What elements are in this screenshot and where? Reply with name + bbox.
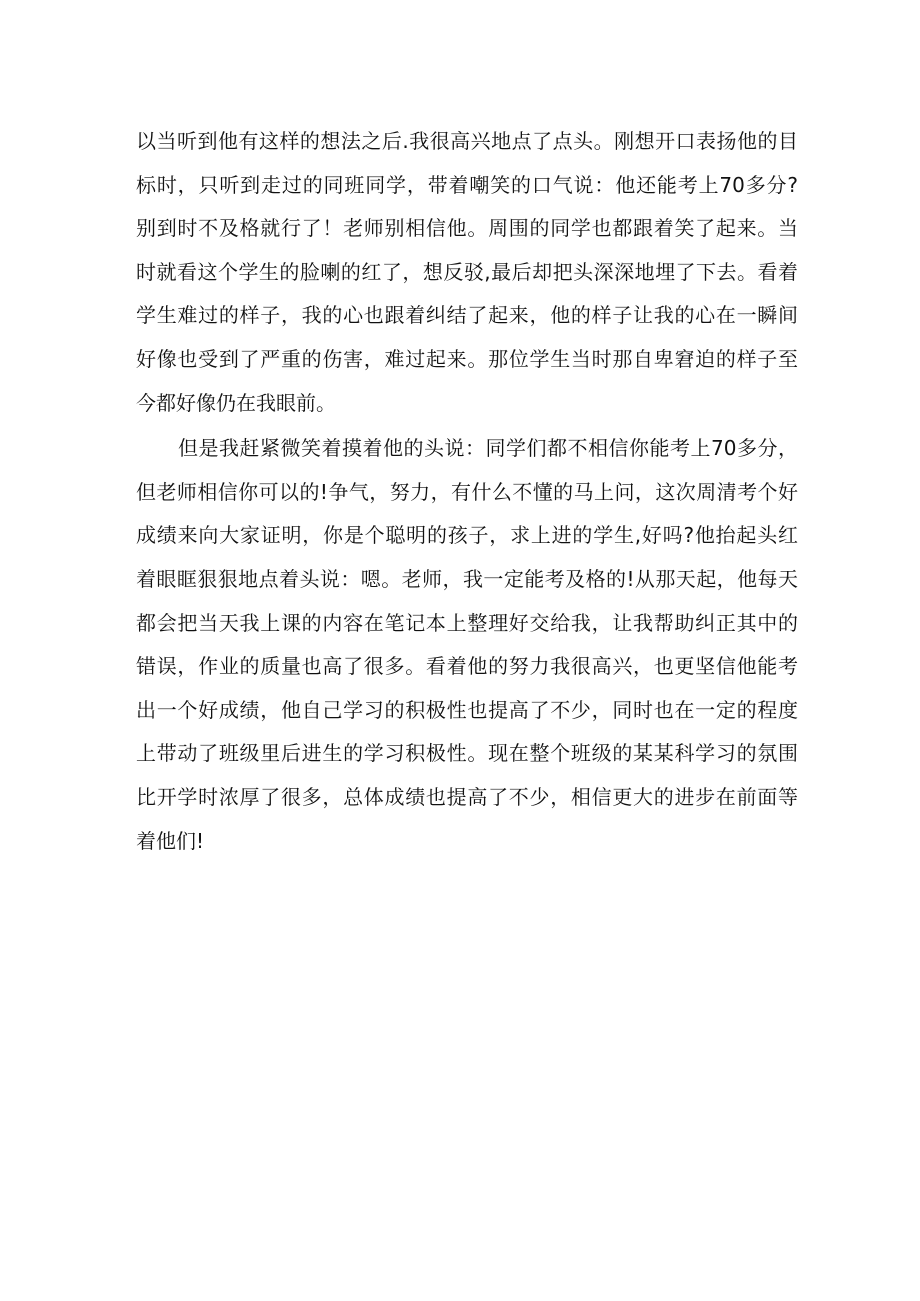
paragraph-line: 但是我赶紧微笑着摸着他的头说：同学们都不相信你能考上70多分，: [178, 436, 798, 461]
paragraph-line: 成绩来向大家证明，你是个聪明的孩子，求上进的学生,好吗?他抬起头红: [136, 523, 798, 548]
paragraph-line: 错误，作业的质量也高了很多。看着他的努力我很高兴，也更坚信他能考: [136, 654, 798, 679]
paragraph-line: 出一个好成绩，他自己学习的积极性也提高了不少，同时也在一定的程度: [136, 697, 798, 722]
paragraph-line: 比开学时浓厚了很多，总体成绩也提高了不少，相信更大的进步在前面等: [136, 784, 798, 809]
paragraph-line: 以当听到他有这样的想法之后.我很高兴地点了点头。刚想开口表扬他的目: [136, 129, 798, 153]
paragraph-line: 好像也受到了严重的伤害，难过起来。那位学生当时那自卑窘迫的样子至: [136, 346, 798, 371]
paragraph-line: 学生难过的样子，我的心也跟着纠结了起来，他的样子让我的心在一瞬间: [136, 303, 798, 328]
paragraph-line: 着眼眶狠狠地点着头说：嗯。老师，我一定能考及格的!从那天起，他每天: [136, 566, 798, 591]
paragraph-line: 今都好像仍在我眼前。: [136, 390, 336, 415]
paragraph-line: 都会把当天我上课的内容在笔记本上整理好交给我，让我帮助纠正其中的: [136, 610, 798, 635]
document-body: [136, 120, 798, 863]
paragraph-line: 但老师相信你可以的!争气，努力，有什么不懂的马上问，这次周清考个好: [136, 479, 798, 504]
paragraph-line: 着他们!: [136, 828, 205, 853]
paragraph-line: 标时，只听到走过的同班同学，带着嘲笑的口气说：他还能考上70多分?: [136, 172, 798, 197]
paragraph-2: [136, 427, 798, 863]
paragraph-line: 时就看这个学生的脸喇的红了，想反驳,最后却把头深深地埋了下去。看着: [136, 259, 798, 284]
paragraph-1: [136, 120, 798, 425]
paragraph-line: 上带动了班级里后进生的学习积极性。现在整个班级的某某科学习的氛围: [136, 741, 798, 766]
paragraph-line: 别到时不及格就行了！老师别相信他。周围的同学也都跟着笑了起来。当: [136, 216, 798, 241]
